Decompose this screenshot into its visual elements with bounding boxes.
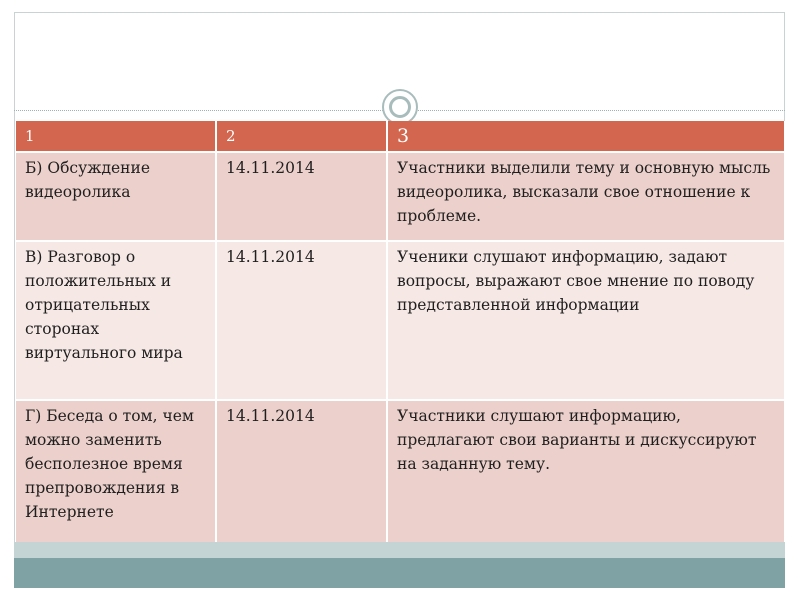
bottom-bar: [14, 558, 785, 588]
activity-table: [16, 121, 786, 558]
table-row: [16, 400, 785, 558]
table-header-row: [16, 121, 785, 152]
result-cell: Участники слушают информацию, предлагают свои варианты и дискуссируют на заданную тему.: [387, 400, 785, 558]
header-col-1: 1: [16, 121, 216, 152]
event-cell: Г) Беседа о том, чем можно заменить бесполезное время препровождения в Интернете: [16, 400, 216, 558]
table-row: [16, 241, 785, 400]
date-cell: 14.11.2014: [216, 152, 387, 241]
result-cell: Участники выделили тему и основную мысль видеоролика, высказали свое отношение к проблеме.: [387, 152, 785, 241]
event-cell: Б) Обсуждение видеоролика: [16, 152, 216, 241]
header-col-2: 2: [216, 121, 387, 152]
event-cell: В) Разговор о положительных и отрицательных сторонах виртуального мира: [16, 241, 216, 400]
date-cell: 14.11.2014: [216, 400, 387, 558]
result-cell: Ученики слушают информацию, задают вопросы, выражают свое мнение по поводу представленной информации: [387, 241, 785, 400]
bottom-stripe: [14, 542, 785, 558]
table-row: [16, 152, 785, 241]
header-col-3: 3: [387, 121, 785, 152]
date-cell: 14.11.2014: [216, 241, 387, 400]
circle-ornament-icon: [382, 89, 418, 125]
